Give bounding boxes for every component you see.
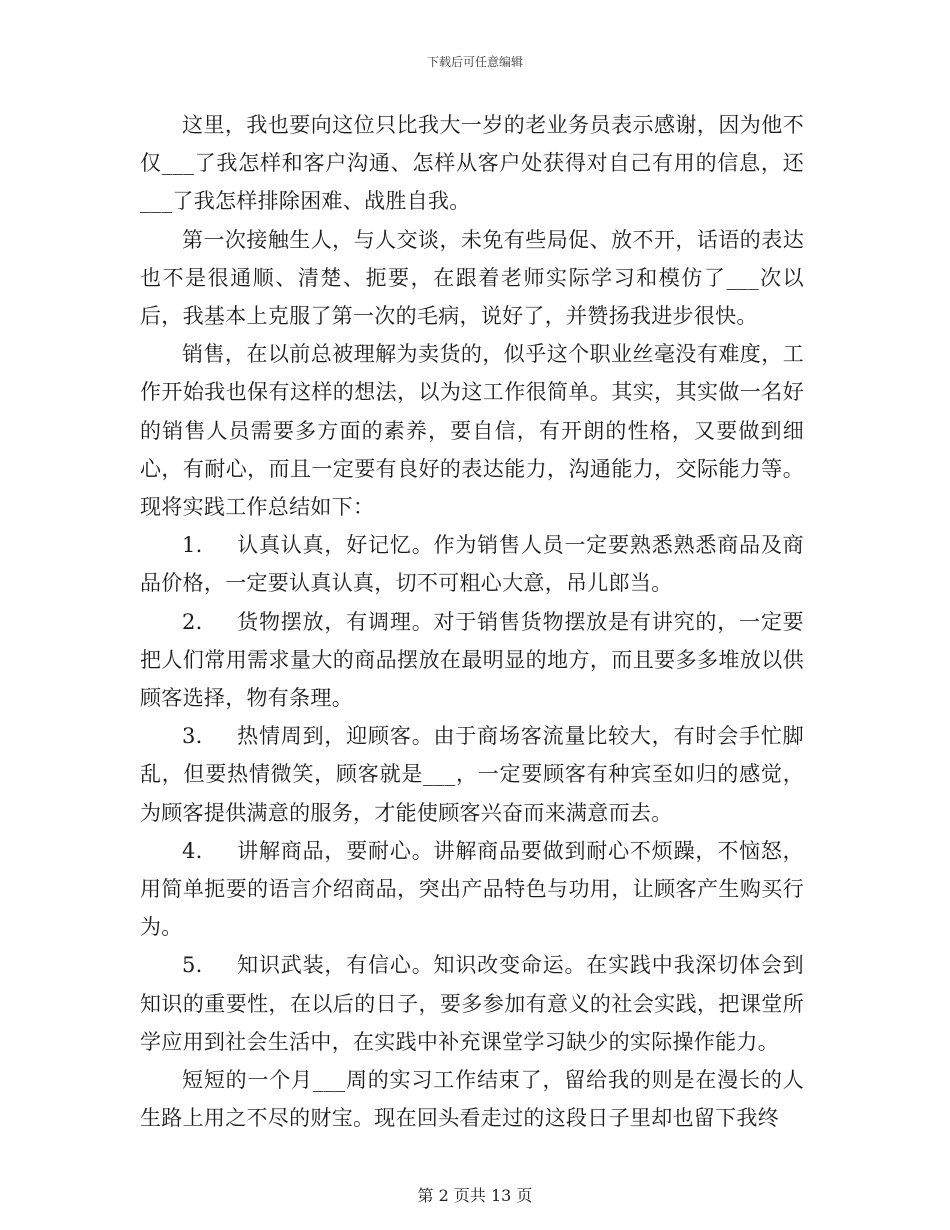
closing-paragraph: 短短的一个月___周的实习工作结束了，留给我的则是在漫长的人生路上用之不尽的财宝。现在回头看走过的这段日子里却也留下我终 xyxy=(140,1068,804,1131)
list-item-text: 讲解商品，要耐心。讲解商品要做到耐心不烦躁，不恼怒，用简单扼要的语言介绍商品，突出产品特色与功用，让顾客产生购买行为。 xyxy=(140,838,804,940)
page-footer: 第 2 页共 13 页 xyxy=(417,1186,533,1205)
list-item-number: 1. xyxy=(182,533,203,558)
list-item-text: 认真认真，好记忆。作为销售人员一定要熟悉熟悉商品及商品价格，一定要认真认真，切不可粗心大意，吊儿郎当。 xyxy=(140,533,804,596)
list-item-text: 热情周到，迎顾客。由于商场客流量比较大，有时会手忙脚乱，但要热情微笑，顾客就是___，一定要顾客有种宾至如归的感觉，为顾客提供满意的服务，才能使顾客兴奋而来满意而去。 xyxy=(140,724,804,825)
document-body xyxy=(140,106,804,1137)
list-item xyxy=(140,832,804,947)
list-item-text: 货物摆放，有调理。对于销售货物摆放是有讲究的，一定要把人们常用需求量大的商品摆放在最明显的地方，而且要多多堆放以供顾客选择，物有条理。 xyxy=(140,609,804,711)
list-item xyxy=(140,717,804,832)
list-item-number: 4. xyxy=(182,838,203,863)
paragraph: 销售，在以前总被理解为卖货的，似乎这个职业丝毫没有难度，工作开始我也保有这样的想法，以为这工作很简单。其实，其实做一名好的销售人员需要多方面的素养，要自信，有开朗的性格，又要做到细心，有耐心，而且一定要有良好的表达能力，沟通能力，交际能力等。现将实践工作总结如下： xyxy=(140,342,804,520)
list-item-number: 2. xyxy=(182,609,203,634)
page-header: 下载后可任意编辑 xyxy=(426,55,523,69)
list-item xyxy=(140,603,804,718)
list-item-number: 3. xyxy=(182,724,203,749)
list-item-number: 5. xyxy=(182,953,203,978)
list-item-text: 知识武装，有信心。知识改变命运。在实践中我深切体会到知识的重要性，在以后的日子，要多参加有意义的社会实践，把课堂所学应用到社会生活中，在实践中补充课堂学习缺少的实际操作能力。 xyxy=(140,953,804,1054)
paragraph: 这里，我也要向这位只比我大一岁的老业务员表示感谢，因为他不仅___了我怎样和客户沟通、怎样从客户处获得对自己有用的信息，还___了我怎样排除困难、战胜自我。 xyxy=(140,113,804,214)
paragraph: 第一次接触生人，与人交谈，未免有些局促、放不开，话语的表达也不是很通顺、清楚、扼要，在跟着老师实际学习和模仿了___次以后，我基本上克服了第一次的毛病，说好了，并赞扬我进步很快。 xyxy=(140,227,804,329)
list-item xyxy=(140,946,804,1061)
list-item xyxy=(140,526,804,602)
